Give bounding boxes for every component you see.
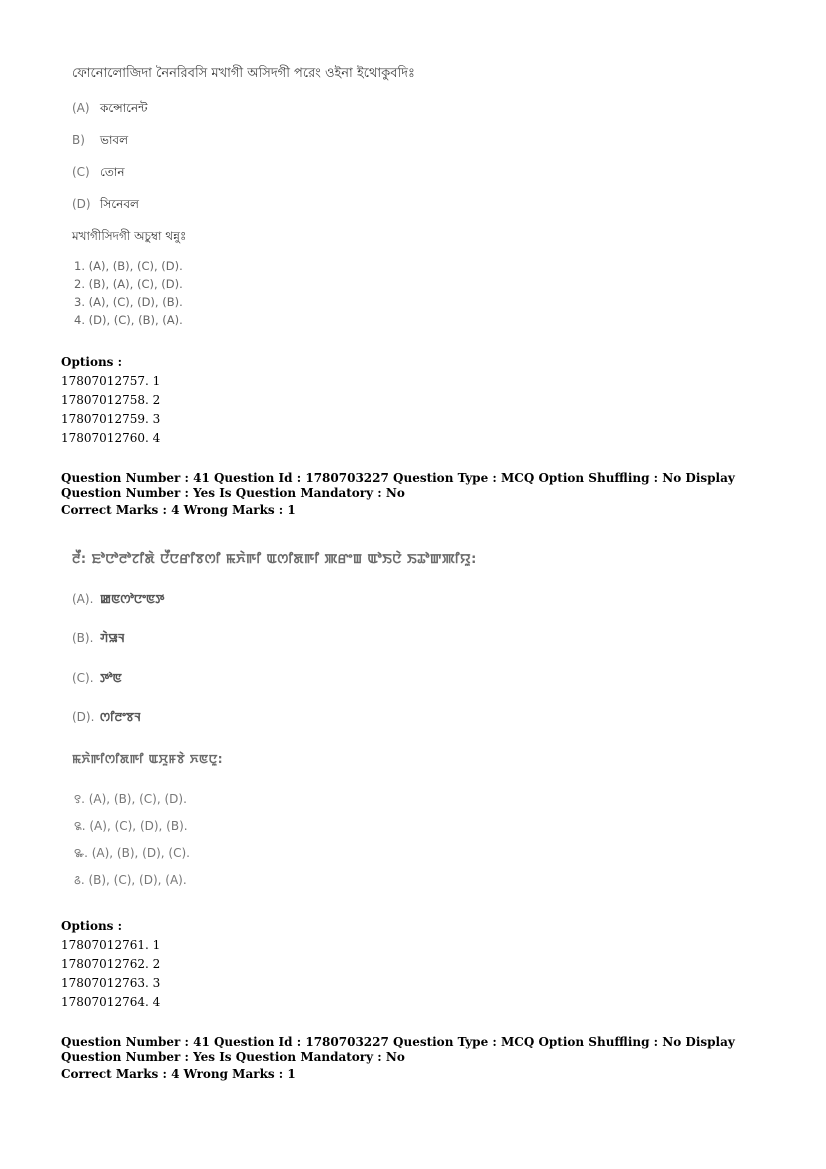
option-text: কন্সোনেন্ট: [100, 101, 148, 115]
option-text: ভাবল: [100, 133, 129, 147]
option-id-3: 17807012763. 3: [61, 976, 161, 990]
option-label: (C).: [72, 671, 94, 685]
option-a: [72, 590, 164, 607]
question-stem: ꯂꯩ: ꯐꯣꯅꯣꯂꯣꯖꯤꯗꯥ ꯅꯩꯅꯔꯤꯕꯁꯤ ꯃꯈꯥꯒꯤ ꯑꯁꯤꯗꯒꯤ ꯄꯔꯦꯡ ꯑꯣꯏꯅꯥ ꯏꯊꯣꯛꯄꯤꯌꯨ:: [72, 552, 477, 567]
option-label: B): [72, 133, 85, 147]
option-label: (A).: [72, 592, 94, 606]
option-text: ꯀꯟꯁꯣꯅꯦꯟꯇ: [100, 592, 165, 606]
question-image-2: [72, 550, 492, 890]
option-label: (A): [72, 101, 90, 115]
option-id-2: 17807012762. 2: [61, 957, 161, 971]
marks-info: Correct Marks : 4 Wrong Marks : 1: [61, 503, 296, 517]
options-heading: Options :: [61, 355, 123, 369]
question-instruction: মখাগীসিদগী অচুম্বা থন্নুঃ: [72, 229, 187, 243]
options-heading: Options :: [61, 919, 123, 933]
sequence-2: 2. (B), (A), (C), (D).: [74, 277, 183, 291]
option-d: [72, 708, 141, 725]
sequence-1: 1. (A), (B), (C), (D).: [74, 259, 183, 273]
option-c: [72, 164, 125, 184]
sequence-4: 4. (D), (C), (B), (A).: [74, 313, 183, 327]
question-meta: Question Number : 41 Question Id : 1780703227 Question Type : MCQ Option Shuffling : No Display Question Number : Yes Is Question Mandatory : No: [61, 471, 735, 500]
question-meta: Question Number : 41 Question Id : 1780703227 Question Type : MCQ Option Shuffling : No Display Question Number : Yes Is Question Mandatory : No: [61, 1035, 735, 1064]
question-stem: ফোনোলোজিদা নৈনরিবসি মখাগী অসিদগী পরেং ওইনা ইথোকুবদিঃ: [72, 66, 415, 81]
option-a: [72, 100, 148, 120]
option-text: সিনেবল: [100, 197, 139, 211]
sequence-2: ꯲. (A), (C), (D), (B).: [74, 819, 188, 833]
question-image-1: [72, 64, 472, 334]
option-id-2: 17807012758. 2: [61, 393, 161, 407]
option-id-3: 17807012759. 3: [61, 412, 161, 426]
option-label: (D): [72, 197, 91, 211]
option-text: তোন: [100, 165, 125, 179]
option-b: [72, 132, 128, 152]
option-text: ꯇꯣꯟ: [100, 671, 122, 685]
option-b: [72, 629, 125, 646]
sequence-1: ꯱. (A), (B), (C), (D).: [74, 792, 187, 806]
sequence-3: ꯳. (A), (B), (D), (C).: [74, 846, 190, 860]
option-d: [72, 196, 139, 216]
sequence-3: 3. (A), (C), (D), (B).: [74, 295, 183, 309]
option-label: (D).: [72, 710, 95, 724]
option-text: ꯁꯤꯂꯦꯕꯜ: [100, 710, 141, 724]
option-label: (C): [72, 165, 90, 179]
option-id-4: 17807012760. 4: [61, 431, 161, 445]
marks-info: Correct Marks : 4 Wrong Marks : 1: [61, 1067, 296, 1081]
option-id-1: 17807012757. 1: [61, 374, 161, 388]
option-id-1: 17807012761. 1: [61, 938, 161, 952]
option-label: (B).: [72, 631, 94, 645]
option-c: [72, 669, 122, 686]
sequence-4: ꯴. (B), (C), (D), (A).: [74, 873, 187, 887]
option-text: ꯚꯥꯎꯜ: [100, 631, 125, 645]
option-id-4: 17807012764. 4: [61, 995, 161, 1009]
question-instruction: ꯃꯈꯥꯒꯤꯁꯤꯗꯒꯤ ꯑꯆꯨꯝꯕꯥ ꯈꯟꯅꯨ:: [72, 752, 224, 766]
